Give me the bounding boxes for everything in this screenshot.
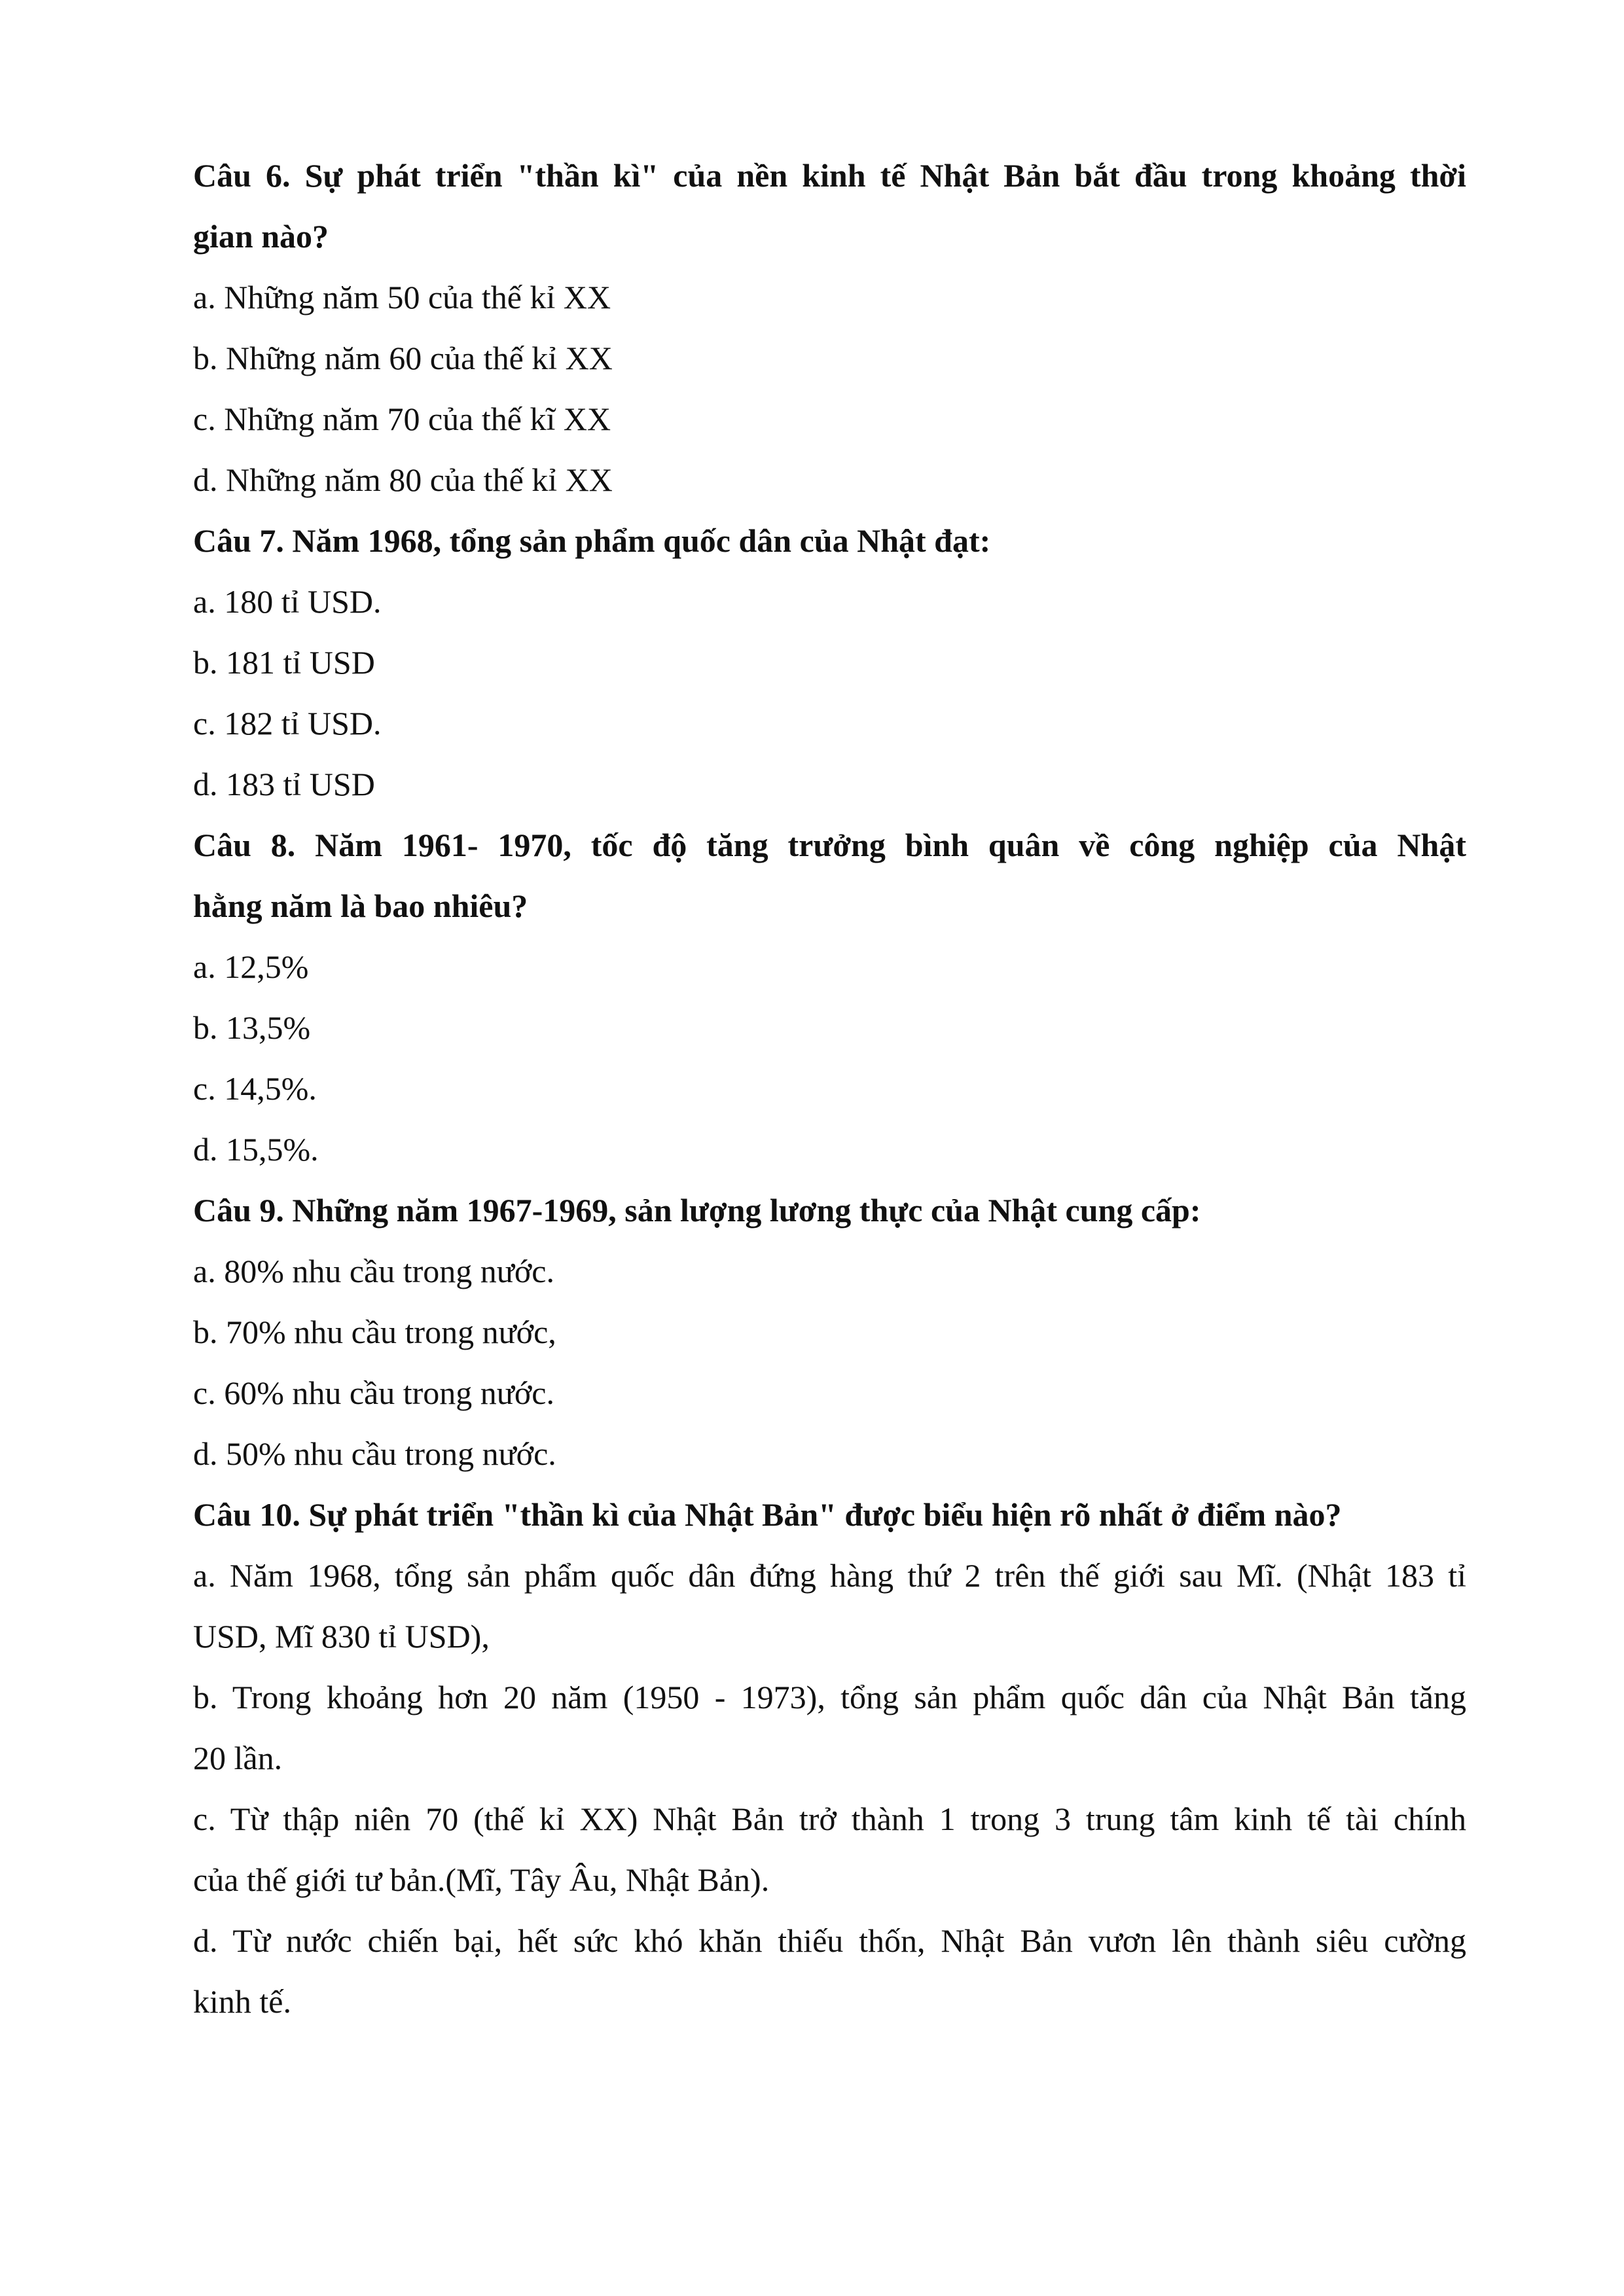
question-9-option-d: d. 50% nhu cầu trong nước. [193,1435,556,1472]
question-7-option-c: c. 182 tỉ USD. [193,705,382,742]
question-10-option-c-line-1: c. Từ thập niên 70 (thế kỉ XX) Nhật Bản trở thành 1 trong 3 trung tâm kinh tế tài chính [193,1801,1466,1837]
question-9-option-c: c. 60% nhu cầu trong nước. [193,1374,555,1411]
document-page [193,145,1466,2032]
question-6-option-d: d. Những năm 80 của thế kỉ XX [193,461,613,498]
question-8-option-d: d. 15,5%. [193,1131,319,1168]
question-9-option-b: b. 70% nhu cầu trong nước, [193,1314,556,1350]
question-6-line-1: Câu 6. Sự phát triển "thần kì" của nền kinh tế Nhật Bản bắt đầu trong khoảng thời [193,157,1466,194]
question-10-line-1: Câu 10. Sự phát triển "thần kì của Nhật Bản" được biểu hiện rõ nhất ở điểm nào? [193,1496,1342,1533]
question-8-line-1: Câu 8. Năm 1961- 1970, tốc độ tăng trưởng bình quân về công nghiệp của Nhật [193,827,1466,863]
question-6-option-b: b. Những năm 60 của thế kỉ XX [193,340,613,376]
question-6-option-a: a. Những năm 50 của thế kỉ XX [193,279,611,315]
question-7-option-d: d. 183 tỉ USD [193,766,375,802]
question-10-option-d-line-1: d. Từ nước chiến bại, hết sức khó khăn thiếu thốn, Nhật Bản vươn lên thành siêu cường [193,1922,1466,1959]
question-9-line-1: Câu 9. Những năm 1967-1969, sản lượng lương thực của Nhật cung cấp: [193,1192,1201,1229]
question-7-option-a: a. 180 tỉ USD. [193,583,382,620]
question-10-option-a-line-2: USD, Mĩ 830 tỉ USD), [193,1618,490,1655]
question-8-line-2: hằng năm là bao nhiêu? [193,888,528,924]
question-10-option-d-line-2: kinh tế. [193,1983,291,2020]
question-10-option-a-line-1: a. Năm 1968, tổng sản phẩm quốc dân đứng hàng thứ 2 trên thế giới sau Mĩ. (Nhật 183 tỉ [193,1557,1466,1594]
question-7-option-b: b. 181 tỉ USD [193,644,375,681]
question-6-option-c: c. Những năm 70 của thế kĩ XX [193,401,611,437]
question-6-line-2: gian nào? [193,218,329,255]
question-10-option-b-line-1: b. Trong khoảng hơn 20 năm (1950 - 1973), tổng sản phẩm quốc dân của Nhật Bản tăng [193,1679,1466,1715]
question-9-option-a: a. 80% nhu cầu trong nước. [193,1253,555,1289]
question-8-option-b: b. 13,5% [193,1009,311,1046]
question-8-option-a: a. 12,5% [193,948,309,985]
question-8-option-c: c. 14,5%. [193,1070,317,1107]
question-7-line-1: Câu 7. Năm 1968, tổng sản phẩm quốc dân của Nhật đạt: [193,522,991,559]
question-10-option-b-line-2: 20 lần. [193,1740,283,1776]
question-10-option-c-line-2: của thế giới tư bản.(Mĩ, Tây Âu, Nhật Bản). [193,1861,770,1898]
